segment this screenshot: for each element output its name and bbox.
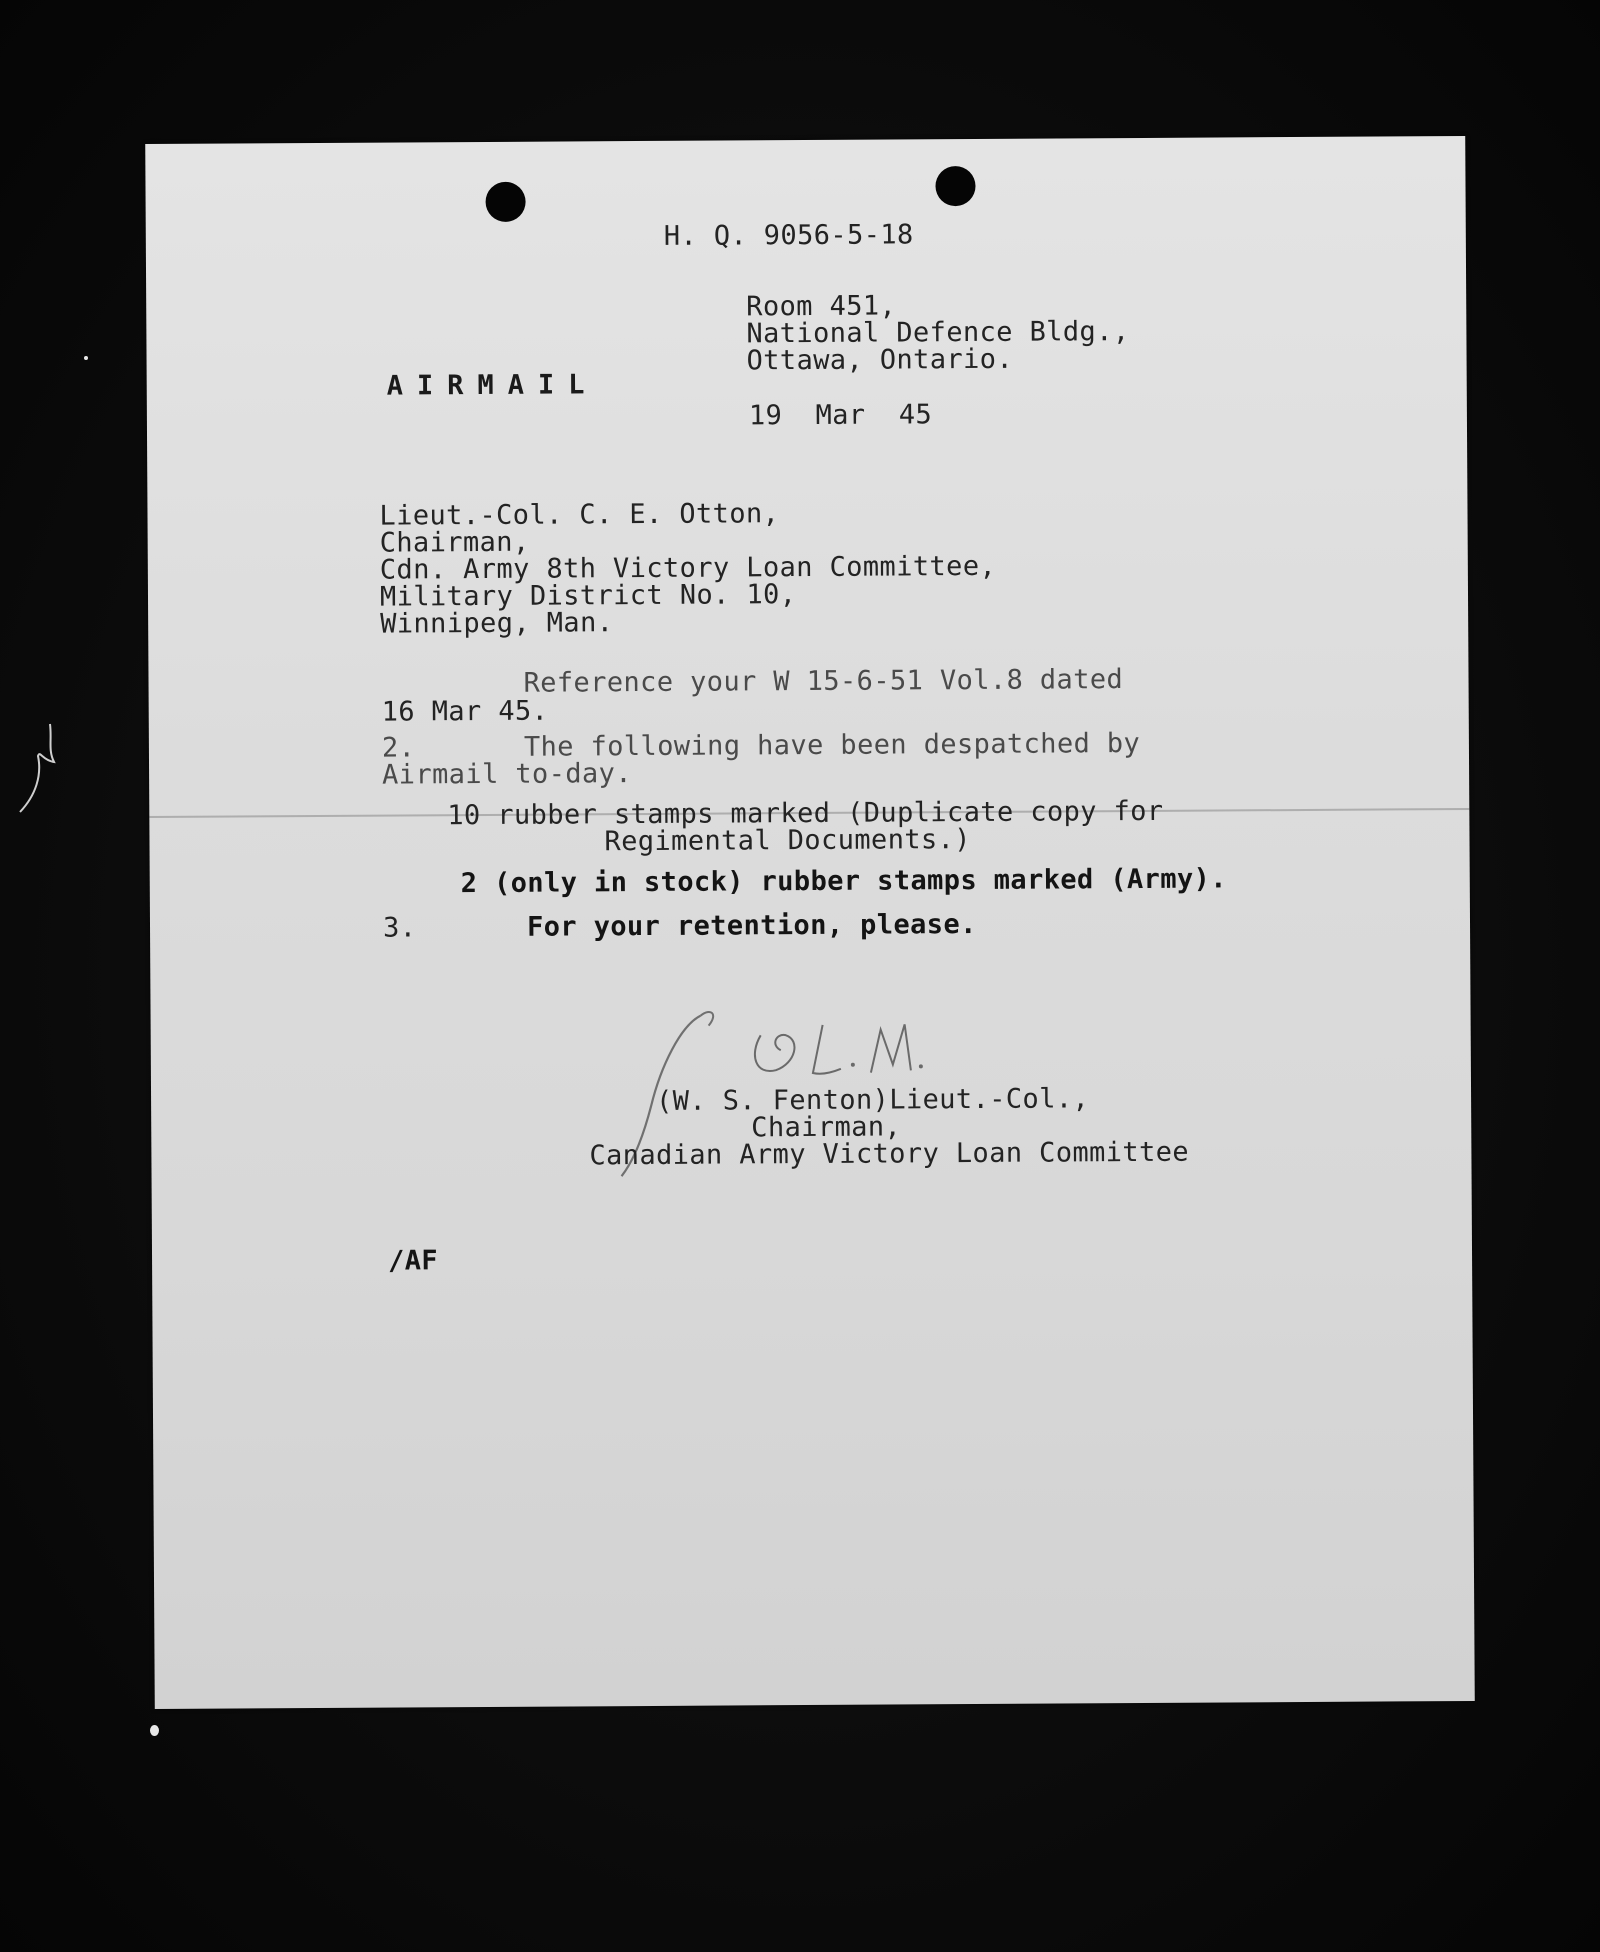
- punch-hole-left: [485, 182, 525, 222]
- margin-pen-mark: [12, 720, 62, 820]
- signatory-title: Chairman,: [751, 1111, 902, 1144]
- signatory-name: (W. S. Fenton)Lieut.-Col.,: [655, 1083, 1090, 1117]
- paragraph-1-line: 16 Mar 45.: [381, 695, 549, 728]
- signatory-organization: Canadian Army Victory Loan Committee: [589, 1136, 1190, 1172]
- sender-address-line: National Defence Bldg.,: [746, 316, 1130, 350]
- file-number: H. Q. 9056-5-18: [663, 219, 914, 252]
- scan-speck: [84, 356, 88, 360]
- recipient-line: Winnipeg, Man.: [380, 607, 614, 640]
- scan-speck: [150, 1725, 159, 1736]
- letter-sheet: [145, 136, 1475, 1709]
- recipient-line: Cdn. Army 8th Victory Loan Committee,: [379, 550, 997, 586]
- despatched-item-line: 10 rubber stamps marked (Duplicate copy for: [447, 795, 1164, 832]
- despatched-item-line: Regimental Documents.): [604, 824, 972, 858]
- typist-reference: /AF: [387, 1245, 439, 1277]
- paragraph-2-number: 2.: [381, 732, 416, 764]
- paragraph-1-line: Reference your W 15-6-51 Vol.8 dated: [523, 664, 1124, 699]
- paragraph-2-line: The following have been despatched by: [523, 727, 1141, 763]
- sender-address-line: Ottawa, Ontario.: [746, 343, 1014, 377]
- punch-hole-right: [935, 166, 975, 206]
- recipient-line: Chairman,: [379, 526, 530, 559]
- paragraph-2-line: Airmail to-day.: [381, 758, 633, 791]
- letter-date: 19 Mar 45: [748, 399, 933, 432]
- paragraph-3-text: For your retention, please.: [526, 908, 977, 943]
- recipient-line: Lieut.-Col. C. E. Otton,: [379, 498, 780, 532]
- airmail-heading: AIRMAIL: [386, 369, 599, 402]
- recipient-line: Military District No. 10,: [379, 579, 797, 613]
- paragraph-3-number: 3.: [382, 912, 417, 944]
- sender-address-line: Room 451,: [746, 290, 897, 323]
- despatched-item-line: 2 (only in stock) rubber stamps marked (Army).: [460, 863, 1227, 900]
